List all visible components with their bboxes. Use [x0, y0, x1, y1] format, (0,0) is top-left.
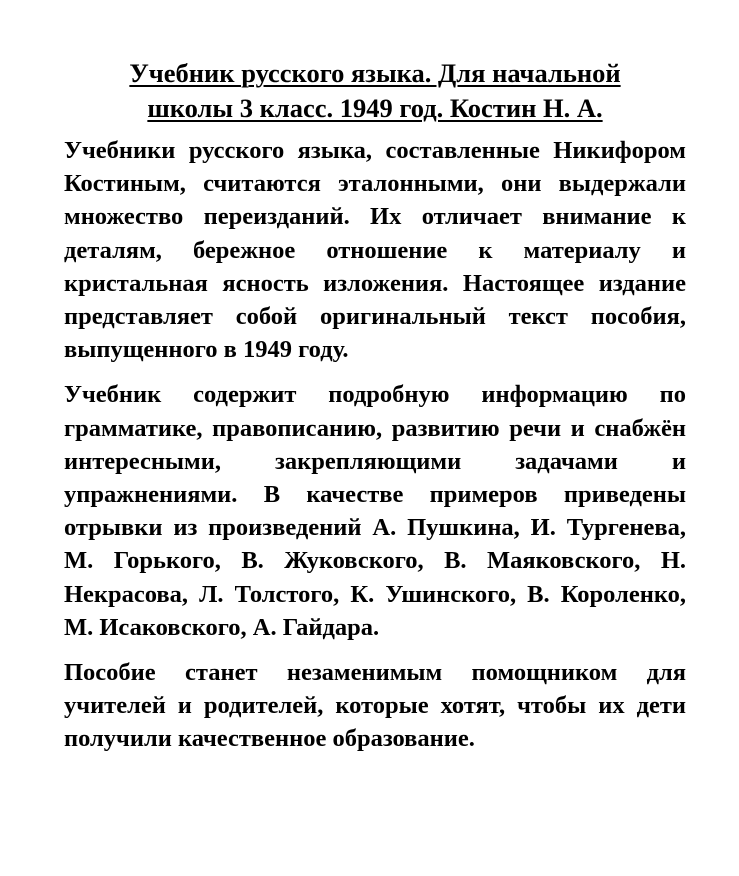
title-line-1: Учебник русского языка. Для начальной	[129, 58, 621, 88]
paragraph-conclusion: Пособие станет незаменимым помощником для учителей и родителей, которые хотят, чтобы их дети получили качественное образование.	[64, 659, 686, 753]
document-page	[64, 56, 686, 768]
document-title	[64, 56, 686, 126]
paragraph-intro: Учебники русского языка, составленные Никифором Костиным, считаются эталонными, они выдержали множество переизданий. Их отличает внимание к деталям, бережное отношение к материалу и кристальная ясность изложения. Настоящее издание представляет собой оригинальный текст пособия, выпущенного в 1949 году.	[64, 137, 686, 364]
paragraph-contents: Учебник содержит подробную информацию по грамматике, правописанию, развитию речи и снабжён интересными, закрепляющими задачами и упражнениями. В качестве примеров приведены отрывки из произведений А. Пушкина, И. Тургенева, М. Горького, В. Жуковского, В. Маяковского, Н. Некрасова, Л. Толстого, К. Ушинского, В. Короленко, М. Исаковского, А. Гайдара.	[64, 381, 686, 641]
title-line-2: школы 3 класс. 1949 год. Костин Н. А.	[147, 93, 603, 123]
